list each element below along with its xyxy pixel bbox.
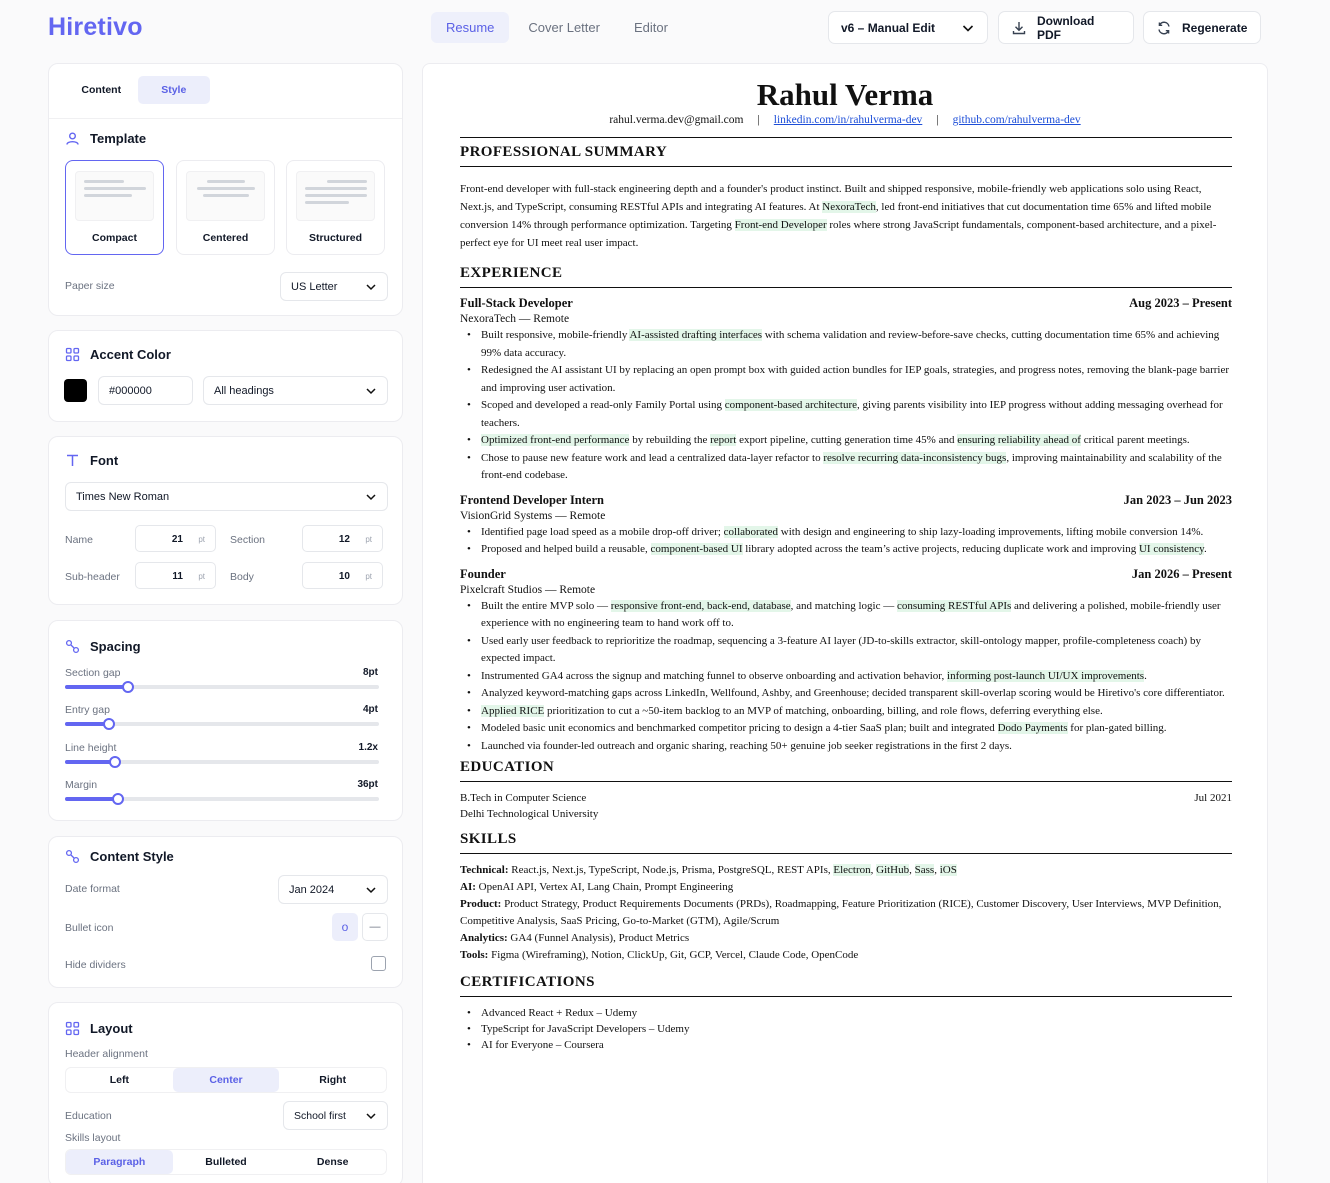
font-family-select[interactable]: Times New Roman <box>65 482 388 511</box>
subheader-size-input[interactable]: 11 pt <box>135 562 216 589</box>
hide-dividers-label: Hide dividers <box>65 959 126 971</box>
name-size-input[interactable]: 21 pt <box>135 525 216 552</box>
bullet-item: • Proposed and helped build a reusable, component-based UI library adopted across the team’s active projects, reducing duplicate work and improving UI consistency. <box>460 541 1232 559</box>
line-height-value: 1.2x <box>358 742 378 753</box>
margin-value: 36pt <box>357 779 378 790</box>
chevron-down-icon <box>365 1110 377 1122</box>
skills-dense-option[interactable]: Dense <box>316 1156 349 1168</box>
bullet-circle-option[interactable]: o <box>332 913 358 941</box>
bullet-item: • Instrumented GA4 across the signup and matching funnel to observe onboarding and activation behavior, informing post-launch UI/UX improvements. <box>460 668 1232 686</box>
education-entry <box>460 790 1232 806</box>
resume-contact: rahul.verma.dev@gmail.com | linkedin.com/in/rahulverma-dev | github.com/rahulverma-dev <box>609 114 1081 126</box>
download-label: Download PDF <box>1037 13 1095 42</box>
tab-editor[interactable]: Editor <box>633 20 668 35</box>
slider-handle[interactable] <box>109 756 121 768</box>
accent-hex-input[interactable]: #000000 <box>98 376 193 405</box>
bullet-item: • Built the entire MVP solo — responsive front-end, back-end, database, and matching logic — consuming RESTful APIs and delivering a polished, mobile-friendly user experience with no engineering team to hand work off to. <box>460 598 1232 633</box>
job-entry <box>460 296 1232 485</box>
template-thumbnail <box>75 171 154 221</box>
resume-email: rahul.verma.dev@gmail.com <box>609 114 744 126</box>
accent-color-card <box>48 330 403 422</box>
header-alignment-options <box>65 1067 387 1093</box>
certification-item: • Advanced React + Redux – Udemy <box>460 1005 1232 1021</box>
job-title: Founder <box>460 566 506 581</box>
tab-content[interactable]: Content <box>81 84 122 96</box>
mode-tabs <box>65 76 210 104</box>
section-gap-slider[interactable] <box>65 685 379 689</box>
date-format-select[interactable]: Jan 2024 <box>278 875 388 904</box>
paper-size-label: Paper size <box>65 280 115 292</box>
bullet-icon-label: Bullet icon <box>65 922 114 934</box>
section-heading: EDUCATION <box>460 759 1232 782</box>
regenerate-label: Regenerate <box>1182 20 1248 35</box>
linkedin-link[interactable]: linkedin.com/in/rahulverma-dev <box>773 114 923 126</box>
skills-paragraph-option[interactable]: Paragraph <box>66 1150 173 1174</box>
section-heading: PROFESSIONAL SUMMARY <box>460 144 1232 167</box>
education-order-select[interactable]: School first <box>283 1101 388 1130</box>
align-right-option[interactable]: Right <box>319 1074 347 1086</box>
section-heading: SKILLS <box>460 831 1232 854</box>
chevron-down-icon <box>961 21 975 35</box>
spacing-icon <box>65 639 80 654</box>
font-card <box>48 436 403 605</box>
skills-text: Technical: React.js, Next.js, TypeScript, Node.js, Prisma, PostgreSQL, REST APIs, Electron, GitHub, Sass, iOS AI: OpenAI API, Vertex AI, Lang Chain, Prompt Engineering Product: Product Strategy, Product Requirements Documents (PRDs), Roadmapping, Feature Prioritization (RICE), Customer Discovery, User Interviews, MVP Definition, Competitive Analysis, SaaS Pricing, Go-to-Market (GTM), Agile/Scrum Analytics: GA4 (Funnel Analysis), Product Metrics Tools: Figma (Wireframing), Notion, ClickUp, Git, GCP, Vercel, Claude Code, OpenCode <box>460 864 1222 961</box>
subheader-size-label: Sub-header <box>65 571 120 583</box>
section-heading: EXPERIENCE <box>460 265 1232 288</box>
margin-slider[interactable] <box>65 797 379 801</box>
certification-item: • TypeScript for JavaScript Developers – Udemy <box>460 1021 1232 1037</box>
header-divider <box>460 137 1232 138</box>
tab-cover-letter[interactable]: Cover Letter <box>528 20 600 35</box>
template-card <box>48 63 403 316</box>
template-thumbnail <box>296 171 375 221</box>
bullet-item: • Scoped and developed a read-only Family Portal using component-based architecture, giving parents visibility into IEP progress without adding messaging overhead for teachers. <box>460 397 1232 432</box>
job-entry <box>460 567 1232 756</box>
certification-item: • AI for Everyone – Coursera <box>460 1037 1232 1053</box>
app-logo[interactable]: Hiretivo <box>48 13 143 41</box>
chevron-down-icon <box>365 281 377 293</box>
layout-card <box>48 1002 403 1183</box>
bullet-item: • Redesigned the AI assistant UI by replacing an open prompt box with guided action bundles for IEP goals, strategies, and progress notes, removing the blank-page barrier and improving user activation. <box>460 362 1232 397</box>
bullet-item: • Analyzed keyword-matching gaps across LinkedIn, Wellfound, Ashby, and Greenhouse; decided transparent skill-overlap scoring would be Hiretivo's core differentiator. <box>460 685 1232 703</box>
skills-bulleted-option[interactable]: Bulleted <box>205 1156 247 1168</box>
users-icon <box>65 131 80 146</box>
section-size-input[interactable]: 12 pt <box>302 525 383 552</box>
slider-handle[interactable] <box>122 681 134 693</box>
accent-color-swatch[interactable] <box>64 379 87 402</box>
bullet-dash-option[interactable]: — <box>362 913 388 941</box>
template-structured[interactable]: Structured <box>286 160 385 255</box>
layout-grid-icon <box>65 1021 80 1036</box>
template-title: Template <box>65 131 146 146</box>
github-link[interactable]: github.com/rahulverma-dev <box>952 114 1081 126</box>
bullet-item: • Optimized front-end performance by rebuilding the report export pipeline, cutting generation time 45% and ensuring reliability ahead of critical parent meetings. <box>460 432 1232 450</box>
chevron-down-icon <box>365 491 377 503</box>
tab-style[interactable]: Style <box>138 76 211 104</box>
job-dates: Jan 2023 – Jun 2023 <box>1123 492 1232 507</box>
chevron-down-icon <box>365 884 377 896</box>
job-title: Frontend Developer Intern <box>460 492 604 507</box>
align-left-option[interactable]: Left <box>109 1074 129 1086</box>
line-height-label: Line height <box>65 742 117 754</box>
entry-gap-slider[interactable] <box>65 722 379 726</box>
text-icon <box>65 453 80 468</box>
job-dates: Jan 2026 – Present <box>1131 566 1232 581</box>
bullet-item: • Applied RICE prioritization to cut a ~50-item backlog to an MVP of matching, onboarding, billing, and role flows, deferring everything else. <box>460 703 1232 721</box>
section-gap-label: Section gap <box>65 667 121 679</box>
body-size-input[interactable]: 10 pt <box>302 562 383 589</box>
chevron-down-icon <box>365 385 377 397</box>
align-center-option[interactable]: Center <box>173 1068 280 1092</box>
section-gap-value: 8pt <box>363 667 378 678</box>
job-entry <box>460 493 1232 559</box>
entry-gap-value: 4pt <box>363 704 378 715</box>
refresh-icon <box>1156 20 1172 36</box>
spacing-icon <box>65 849 80 864</box>
download-icon <box>1011 20 1027 36</box>
template-thumbnail <box>186 171 265 221</box>
bullet-item: • Launched via founder-led outreach and organic sharing, reaching 50+ genuine job seeker registrations in the first 2 days. <box>460 738 1232 756</box>
margin-label: Margin <box>65 779 98 791</box>
education-date: Jul 2021 <box>1194 792 1232 804</box>
date-format-label: Date format <box>65 883 120 895</box>
name-size-label: Name <box>65 534 94 546</box>
skills-layout-options <box>65 1149 387 1175</box>
section-heading: CERTIFICATIONS <box>460 974 1232 997</box>
resume-name: Rahul Verma <box>756 77 934 112</box>
hide-dividers-checkbox[interactable] <box>371 956 386 971</box>
resume-preview <box>422 63 1268 1183</box>
main-tabs <box>431 12 683 43</box>
entry-gap-label: Entry gap <box>65 704 110 716</box>
bullet-item: • Built responsive, mobile-friendly AI-assisted drafting interfaces with schema validation and review-before-save checks, cutting documentation time 65% and achieving 99% data accuracy. <box>460 327 1232 362</box>
resume-body <box>460 137 1232 1053</box>
bullet-item: • Used early user feedback to reprioritize the roadmap, sequencing a 3-feature AI layer (JD-to-skills extractor, skill-ontology mapper, profile-completeness coach) by expected impact. <box>460 633 1232 668</box>
line-height-slider[interactable] <box>65 760 379 764</box>
job-title: Full-Stack Developer <box>460 296 573 310</box>
regenerate-button[interactable] <box>1143 11 1261 44</box>
download-pdf-button[interactable] <box>998 11 1134 44</box>
slider-handle[interactable] <box>112 793 124 805</box>
education-degree: B.Tech in Computer Science <box>460 792 587 804</box>
tab-resume[interactable]: Resume <box>431 12 509 43</box>
template-centered[interactable]: Centered <box>176 160 275 255</box>
header-alignment-label: Header alignment <box>65 1048 148 1060</box>
section-size-label: Section <box>230 534 266 546</box>
layout-title: Layout <box>65 1021 133 1036</box>
education-order-label: Education <box>65 1110 112 1122</box>
spacing-title: Spacing <box>65 639 141 654</box>
content-style-title: Content Style <box>65 849 174 864</box>
content-style-card <box>48 836 403 988</box>
job-company: NexoraTech — Remote <box>460 313 570 325</box>
summary-text: Front-end developer with full-stack engineering depth and a founder's product instinct. Built and shipped responsive, mobile-friendly web applications solo using React, Next.js, and TypeScript, consuming RESTful APIs and integrating AI features. At NexoraTech, led front-end initiatives that cut documentation time 65% and lifted mobile conversion 14% through performance optimization. Targeting Front-end Developer roles where strong JavaScript fundamentals, component-based architecture, and a pixel-perfect eye for UI meet real user impact. <box>460 183 1217 249</box>
bullet-item: • Modeled basic unit economics and benchmarked competitor pricing to design a 4-tier SaaS plan; built and integrated Dodo Payments for plan-gated billing. <box>460 720 1232 738</box>
version-label: v6 – Manual Edit <box>841 20 936 35</box>
divider <box>49 118 402 119</box>
job-company: Pixelcraft Studios — Remote <box>460 583 596 596</box>
bullet-item: • Chose to pause new feature work and lead a centralized data-layer refactor to resolve recurring data-inconsistency bugs, improving maintainability and scalability of the front-end codebase. <box>460 450 1232 485</box>
version-select[interactable] <box>828 11 988 44</box>
paper-size-select[interactable]: US Letter <box>280 272 388 301</box>
template-compact[interactable]: Compact <box>65 160 164 255</box>
palette-icon <box>65 347 80 362</box>
skills-layout-label: Skills layout <box>65 1132 121 1144</box>
spacing-card <box>48 620 403 821</box>
slider-handle[interactable] <box>103 718 115 730</box>
job-company: VisionGrid Systems — Remote <box>460 509 606 522</box>
accent-color-title: Accent Color <box>65 347 171 362</box>
font-title: Font <box>65 453 118 468</box>
job-dates: Aug 2023 – Present <box>1129 296 1232 310</box>
bullet-item: • Identified page load speed as a mobile drop-off driver; collaborated with design and engineering to ship lazy-loading improvements, lifting mobile conversion 14%. <box>460 524 1232 542</box>
body-size-label: Body <box>230 571 254 583</box>
education-school: Delhi Technological University <box>460 808 599 820</box>
accent-apply-select[interactable]: All headings <box>203 376 388 405</box>
